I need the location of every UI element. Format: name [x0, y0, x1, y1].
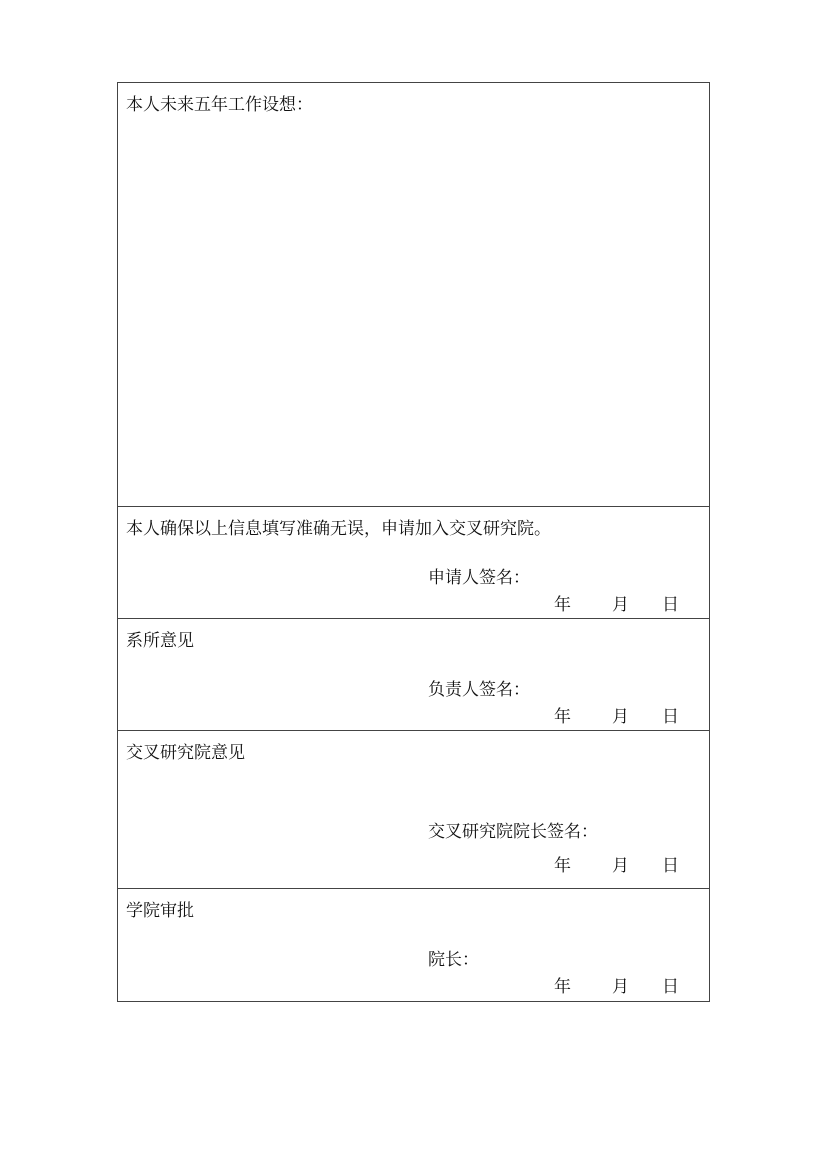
institute-opinion-section[interactable] — [118, 731, 709, 889]
department-head-signature-label: 负责人签名： — [428, 680, 530, 700]
work-plan-section[interactable] — [118, 83, 709, 507]
date-year-label: 年 — [554, 977, 571, 997]
date-month-label: 月 — [612, 707, 629, 727]
department-opinion-section[interactable] — [118, 619, 709, 731]
date-day-label: 日 — [662, 856, 679, 876]
institute-opinion-title: 交叉研究院意见 — [126, 743, 245, 763]
applicant-confirmation-section[interactable] — [118, 507, 709, 619]
date-month-label: 月 — [612, 977, 629, 997]
application-form-table — [117, 82, 710, 1002]
date-day-label: 日 — [662, 707, 679, 727]
college-approval-section[interactable] — [118, 889, 709, 1001]
confirmation-statement: 本人确保以上信息填写准确无误，申请加入交叉研究院。 — [126, 519, 551, 539]
date-year-label: 年 — [554, 707, 571, 727]
date-day-label: 日 — [662, 977, 679, 997]
date-month-label: 月 — [612, 856, 629, 876]
date-month-label: 月 — [612, 595, 629, 615]
college-approval-title: 学院审批 — [126, 901, 194, 921]
work-plan-title: 本人未来五年工作设想： — [126, 95, 313, 115]
department-opinion-title: 系所意见 — [126, 631, 194, 651]
college-dean-signature-label: 院长： — [428, 950, 479, 970]
applicant-signature-label: 申请人签名： — [428, 568, 530, 588]
date-year-label: 年 — [554, 856, 571, 876]
date-day-label: 日 — [662, 595, 679, 615]
date-year-label: 年 — [554, 595, 571, 615]
institute-dean-signature-label: 交叉研究院院长签名： — [428, 822, 598, 842]
